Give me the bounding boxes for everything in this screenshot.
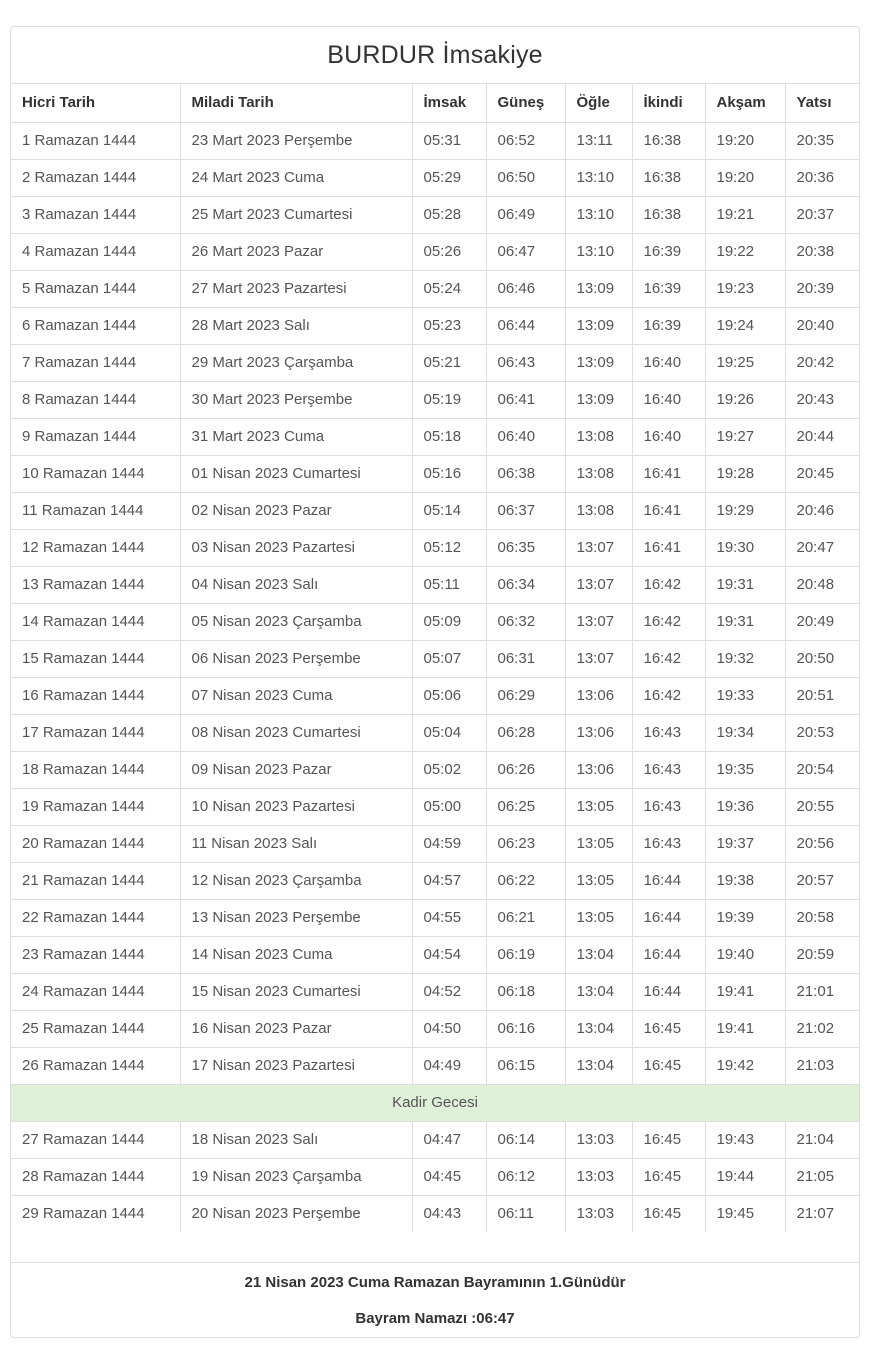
cell-hicri-tarih: 28 Ramazan 1444: [11, 1158, 180, 1195]
cell-imsak: 04:47: [412, 1121, 486, 1158]
table-row: [11, 492, 859, 529]
cell-imsak: 05:21: [412, 344, 486, 381]
cell-gunes: 06:11: [486, 1195, 565, 1232]
cell-hicri-tarih: 10 Ramazan 1444: [11, 455, 180, 492]
cell-ogle: 13:04: [565, 936, 632, 973]
cell-imsak: 04:50: [412, 1010, 486, 1047]
prayer-times-table: [11, 84, 859, 1232]
cell-yatsi: 20:48: [785, 566, 859, 603]
table-row: [11, 862, 859, 899]
cell-hicri-tarih: 16 Ramazan 1444: [11, 677, 180, 714]
cell-ikindi: 16:40: [632, 344, 705, 381]
cell-aksam: 19:30: [705, 529, 785, 566]
cell-ogle: 13:05: [565, 899, 632, 936]
cell-yatsi: 21:02: [785, 1010, 859, 1047]
cell-gunes: 06:29: [486, 677, 565, 714]
cell-hicri-tarih: 17 Ramazan 1444: [11, 714, 180, 751]
cell-ikindi: 16:44: [632, 973, 705, 1010]
cell-ikindi: 16:44: [632, 862, 705, 899]
cell-yatsi: 20:56: [785, 825, 859, 862]
kadir-gecesi-label: Kadir Gecesi: [11, 1084, 859, 1121]
cell-ikindi: 16:39: [632, 233, 705, 270]
cell-aksam: 19:20: [705, 122, 785, 159]
cell-hicri-tarih: 9 Ramazan 1444: [11, 418, 180, 455]
cell-aksam: 19:29: [705, 492, 785, 529]
cell-imsak: 05:29: [412, 159, 486, 196]
cell-aksam: 19:31: [705, 566, 785, 603]
header-cell-ikindi: İkindi: [632, 84, 705, 122]
cell-aksam: 19:42: [705, 1047, 785, 1084]
cell-ogle: 13:04: [565, 973, 632, 1010]
cell-yatsi: 20:47: [785, 529, 859, 566]
table-footer-spacer: [11, 1232, 859, 1262]
cell-gunes: 06:37: [486, 492, 565, 529]
cell-miladi-tarih: 16 Nisan 2023 Pazar: [180, 1010, 412, 1047]
cell-aksam: 19:41: [705, 1010, 785, 1047]
cell-gunes: 06:12: [486, 1158, 565, 1195]
table-row: [11, 899, 859, 936]
cell-imsak: 05:04: [412, 714, 486, 751]
cell-gunes: 06:16: [486, 1010, 565, 1047]
cell-miladi-tarih: 09 Nisan 2023 Pazar: [180, 751, 412, 788]
header-cell-aksam: Akşam: [705, 84, 785, 122]
cell-gunes: 06:38: [486, 455, 565, 492]
cell-hicri-tarih: 27 Ramazan 1444: [11, 1121, 180, 1158]
cell-yatsi: 21:03: [785, 1047, 859, 1084]
cell-miladi-tarih: 27 Mart 2023 Pazartesi: [180, 270, 412, 307]
cell-aksam: 19:27: [705, 418, 785, 455]
cell-miladi-tarih: 30 Mart 2023 Perşembe: [180, 381, 412, 418]
cell-imsak: 05:14: [412, 492, 486, 529]
table-row: [11, 751, 859, 788]
cell-ogle: 13:05: [565, 862, 632, 899]
cell-hicri-tarih: 4 Ramazan 1444: [11, 233, 180, 270]
cell-aksam: 19:31: [705, 603, 785, 640]
cell-ikindi: 16:38: [632, 196, 705, 233]
header-cell-ogle: Öğle: [565, 84, 632, 122]
cell-ikindi: 16:43: [632, 714, 705, 751]
cell-ikindi: 16:43: [632, 825, 705, 862]
table-row: [11, 1195, 859, 1232]
cell-imsak: 04:49: [412, 1047, 486, 1084]
cell-imsak: 04:57: [412, 862, 486, 899]
cell-hicri-tarih: 24 Ramazan 1444: [11, 973, 180, 1010]
table-row: [11, 714, 859, 751]
cell-miladi-tarih: 02 Nisan 2023 Pazar: [180, 492, 412, 529]
cell-hicri-tarih: 1 Ramazan 1444: [11, 122, 180, 159]
table-row: [11, 677, 859, 714]
cell-aksam: 19:41: [705, 973, 785, 1010]
cell-hicri-tarih: 11 Ramazan 1444: [11, 492, 180, 529]
cell-aksam: 19:35: [705, 751, 785, 788]
cell-yatsi: 20:39: [785, 270, 859, 307]
table-row: [11, 196, 859, 233]
cell-imsak: 05:02: [412, 751, 486, 788]
cell-ikindi: 16:45: [632, 1158, 705, 1195]
cell-hicri-tarih: 20 Ramazan 1444: [11, 825, 180, 862]
imsakiye-card: [10, 26, 860, 1338]
cell-ikindi: 16:45: [632, 1010, 705, 1047]
header-cell-gunes: Güneş: [486, 84, 565, 122]
cell-miladi-tarih: 26 Mart 2023 Pazar: [180, 233, 412, 270]
cell-miladi-tarih: 07 Nisan 2023 Cuma: [180, 677, 412, 714]
table-row: [11, 344, 859, 381]
cell-miladi-tarih: 05 Nisan 2023 Çarşamba: [180, 603, 412, 640]
cell-yatsi: 21:05: [785, 1158, 859, 1195]
cell-miladi-tarih: 10 Nisan 2023 Pazartesi: [180, 788, 412, 825]
cell-yatsi: 20:44: [785, 418, 859, 455]
cell-ikindi: 16:41: [632, 529, 705, 566]
cell-aksam: 19:28: [705, 455, 785, 492]
cell-imsak: 05:26: [412, 233, 486, 270]
cell-ogle: 13:10: [565, 196, 632, 233]
cell-hicri-tarih: 29 Ramazan 1444: [11, 1195, 180, 1232]
cell-miladi-tarih: 29 Mart 2023 Çarşamba: [180, 344, 412, 381]
cell-aksam: 19:45: [705, 1195, 785, 1232]
kadir-gecesi-row: [11, 1084, 859, 1121]
cell-imsak: 05:09: [412, 603, 486, 640]
cell-miladi-tarih: 12 Nisan 2023 Çarşamba: [180, 862, 412, 899]
cell-hicri-tarih: 25 Ramazan 1444: [11, 1010, 180, 1047]
cell-hicri-tarih: 2 Ramazan 1444: [11, 159, 180, 196]
cell-yatsi: 20:50: [785, 640, 859, 677]
cell-gunes: 06:34: [486, 566, 565, 603]
cell-ogle: 13:10: [565, 159, 632, 196]
table-row: [11, 825, 859, 862]
cell-miladi-tarih: 20 Nisan 2023 Perşembe: [180, 1195, 412, 1232]
header-cell-imsak: İmsak: [412, 84, 486, 122]
table-row: [11, 1047, 859, 1084]
cell-ogle: 13:10: [565, 233, 632, 270]
cell-ogle: 13:06: [565, 751, 632, 788]
cell-hicri-tarih: 13 Ramazan 1444: [11, 566, 180, 603]
cell-hicri-tarih: 19 Ramazan 1444: [11, 788, 180, 825]
cell-yatsi: 21:04: [785, 1121, 859, 1158]
cell-ogle: 13:07: [565, 566, 632, 603]
cell-gunes: 06:50: [486, 159, 565, 196]
cell-ikindi: 16:42: [632, 566, 705, 603]
cell-ogle: 13:04: [565, 1010, 632, 1047]
footer-notes: [11, 1262, 859, 1337]
cell-aksam: 19:24: [705, 307, 785, 344]
cell-miladi-tarih: 13 Nisan 2023 Perşembe: [180, 899, 412, 936]
cell-gunes: 06:46: [486, 270, 565, 307]
cell-imsak: 04:52: [412, 973, 486, 1010]
cell-ogle: 13:09: [565, 307, 632, 344]
cell-gunes: 06:40: [486, 418, 565, 455]
cell-miladi-tarih: 03 Nisan 2023 Pazartesi: [180, 529, 412, 566]
cell-hicri-tarih: 12 Ramazan 1444: [11, 529, 180, 566]
cell-ikindi: 16:43: [632, 788, 705, 825]
cell-ogle: 13:05: [565, 825, 632, 862]
cell-gunes: 06:21: [486, 899, 565, 936]
cell-hicri-tarih: 14 Ramazan 1444: [11, 603, 180, 640]
cell-ikindi: 16:40: [632, 418, 705, 455]
cell-gunes: 06:47: [486, 233, 565, 270]
cell-yatsi: 20:37: [785, 196, 859, 233]
cell-ikindi: 16:38: [632, 122, 705, 159]
cell-imsak: 05:24: [412, 270, 486, 307]
cell-yatsi: 20:35: [785, 122, 859, 159]
cell-imsak: 05:18: [412, 418, 486, 455]
cell-yatsi: 20:42: [785, 344, 859, 381]
cell-ogle: 13:07: [565, 640, 632, 677]
table-row: [11, 1121, 859, 1158]
cell-yatsi: 20:59: [785, 936, 859, 973]
cell-yatsi: 20:46: [785, 492, 859, 529]
cell-gunes: 06:14: [486, 1121, 565, 1158]
cell-imsak: 05:16: [412, 455, 486, 492]
cell-aksam: 19:34: [705, 714, 785, 751]
cell-gunes: 06:41: [486, 381, 565, 418]
cell-ogle: 13:03: [565, 1121, 632, 1158]
cell-imsak: 04:45: [412, 1158, 486, 1195]
table-row: [11, 1158, 859, 1195]
cell-miladi-tarih: 17 Nisan 2023 Pazartesi: [180, 1047, 412, 1084]
cell-aksam: 19:44: [705, 1158, 785, 1195]
cell-gunes: 06:49: [486, 196, 565, 233]
cell-miladi-tarih: 01 Nisan 2023 Cumartesi: [180, 455, 412, 492]
cell-yatsi: 21:07: [785, 1195, 859, 1232]
cell-gunes: 06:28: [486, 714, 565, 751]
cell-imsak: 05:19: [412, 381, 486, 418]
cell-yatsi: 20:45: [785, 455, 859, 492]
cell-ikindi: 16:39: [632, 307, 705, 344]
table-row: [11, 418, 859, 455]
cell-miladi-tarih: 08 Nisan 2023 Cumartesi: [180, 714, 412, 751]
cell-ikindi: 16:44: [632, 899, 705, 936]
cell-ikindi: 16:40: [632, 381, 705, 418]
cell-ikindi: 16:44: [632, 936, 705, 973]
cell-aksam: 19:23: [705, 270, 785, 307]
cell-imsak: 05:07: [412, 640, 486, 677]
cell-miladi-tarih: 25 Mart 2023 Cumartesi: [180, 196, 412, 233]
cell-ikindi: 16:42: [632, 640, 705, 677]
cell-aksam: 19:32: [705, 640, 785, 677]
cell-aksam: 19:43: [705, 1121, 785, 1158]
cell-ikindi: 16:41: [632, 455, 705, 492]
cell-yatsi: 20:53: [785, 714, 859, 751]
cell-miladi-tarih: 28 Mart 2023 Salı: [180, 307, 412, 344]
cell-aksam: 19:33: [705, 677, 785, 714]
cell-yatsi: 20:40: [785, 307, 859, 344]
cell-gunes: 06:35: [486, 529, 565, 566]
table-row: [11, 233, 859, 270]
cell-hicri-tarih: 7 Ramazan 1444: [11, 344, 180, 381]
cell-gunes: 06:25: [486, 788, 565, 825]
table-row: [11, 788, 859, 825]
cell-hicri-tarih: 6 Ramazan 1444: [11, 307, 180, 344]
cell-ogle: 13:05: [565, 788, 632, 825]
cell-gunes: 06:32: [486, 603, 565, 640]
cell-ogle: 13:08: [565, 455, 632, 492]
cell-aksam: 19:20: [705, 159, 785, 196]
header-cell-hicri-tarih: Hicri Tarih: [11, 84, 180, 122]
cell-yatsi: 20:38: [785, 233, 859, 270]
cell-ikindi: 16:42: [632, 603, 705, 640]
cell-hicri-tarih: 8 Ramazan 1444: [11, 381, 180, 418]
cell-gunes: 06:22: [486, 862, 565, 899]
cell-ikindi: 16:45: [632, 1047, 705, 1084]
cell-ogle: 13:03: [565, 1195, 632, 1232]
cell-ikindi: 16:39: [632, 270, 705, 307]
cell-ogle: 13:09: [565, 344, 632, 381]
cell-yatsi: 21:01: [785, 973, 859, 1010]
cell-gunes: 06:44: [486, 307, 565, 344]
cell-imsak: 05:28: [412, 196, 486, 233]
cell-miladi-tarih: 15 Nisan 2023 Cumartesi: [180, 973, 412, 1010]
cell-aksam: 19:37: [705, 825, 785, 862]
table-row: [11, 270, 859, 307]
cell-hicri-tarih: 26 Ramazan 1444: [11, 1047, 180, 1084]
header-row: [11, 84, 859, 122]
table-row: [11, 529, 859, 566]
cell-imsak: 05:31: [412, 122, 486, 159]
cell-ogle: 13:09: [565, 270, 632, 307]
header-cell-miladi-tarih: Miladi Tarih: [180, 84, 412, 122]
cell-yatsi: 20:36: [785, 159, 859, 196]
cell-imsak: 04:54: [412, 936, 486, 973]
cell-miladi-tarih: 06 Nisan 2023 Perşembe: [180, 640, 412, 677]
table-row: [11, 566, 859, 603]
page-title: BURDUR İmsakiye: [327, 40, 543, 69]
cell-gunes: 06:23: [486, 825, 565, 862]
cell-aksam: 19:40: [705, 936, 785, 973]
cell-yatsi: 20:58: [785, 899, 859, 936]
cell-yatsi: 20:49: [785, 603, 859, 640]
table-row: [11, 381, 859, 418]
cell-ikindi: 16:45: [632, 1195, 705, 1232]
cell-ogle: 13:06: [565, 714, 632, 751]
cell-hicri-tarih: 5 Ramazan 1444: [11, 270, 180, 307]
cell-imsak: 05:06: [412, 677, 486, 714]
cell-yatsi: 20:54: [785, 751, 859, 788]
title-bar: [11, 27, 859, 84]
table-row: [11, 307, 859, 344]
table-row: [11, 122, 859, 159]
cell-aksam: 19:36: [705, 788, 785, 825]
cell-yatsi: 20:43: [785, 381, 859, 418]
cell-ogle: 13:07: [565, 529, 632, 566]
cell-gunes: 06:43: [486, 344, 565, 381]
cell-hicri-tarih: 23 Ramazan 1444: [11, 936, 180, 973]
header-cell-yatsi: Yatsı: [785, 84, 859, 122]
cell-gunes: 06:18: [486, 973, 565, 1010]
cell-gunes: 06:31: [486, 640, 565, 677]
cell-ikindi: 16:42: [632, 677, 705, 714]
cell-yatsi: 20:55: [785, 788, 859, 825]
bayram-namazi-time: Bayram Namazı :06:47: [355, 1310, 515, 1327]
table-row: [11, 159, 859, 196]
cell-hicri-tarih: 18 Ramazan 1444: [11, 751, 180, 788]
cell-hicri-tarih: 3 Ramazan 1444: [11, 196, 180, 233]
cell-miladi-tarih: 23 Mart 2023 Perşembe: [180, 122, 412, 159]
cell-aksam: 19:38: [705, 862, 785, 899]
cell-aksam: 19:25: [705, 344, 785, 381]
cell-hicri-tarih: 22 Ramazan 1444: [11, 899, 180, 936]
table-row: [11, 936, 859, 973]
cell-imsak: 04:55: [412, 899, 486, 936]
cell-yatsi: 20:57: [785, 862, 859, 899]
cell-imsak: 05:11: [412, 566, 486, 603]
table-row: [11, 455, 859, 492]
cell-ogle: 13:11: [565, 122, 632, 159]
cell-miladi-tarih: 18 Nisan 2023 Salı: [180, 1121, 412, 1158]
cell-ogle: 13:08: [565, 492, 632, 529]
cell-gunes: 06:52: [486, 122, 565, 159]
cell-miladi-tarih: 31 Mart 2023 Cuma: [180, 418, 412, 455]
cell-miladi-tarih: 14 Nisan 2023 Cuma: [180, 936, 412, 973]
cell-hicri-tarih: 15 Ramazan 1444: [11, 640, 180, 677]
cell-gunes: 06:15: [486, 1047, 565, 1084]
cell-miladi-tarih: 19 Nisan 2023 Çarşamba: [180, 1158, 412, 1195]
table-row: [11, 603, 859, 640]
cell-ogle: 13:07: [565, 603, 632, 640]
cell-hicri-tarih: 21 Ramazan 1444: [11, 862, 180, 899]
cell-ikindi: 16:38: [632, 159, 705, 196]
cell-ikindi: 16:41: [632, 492, 705, 529]
cell-imsak: 04:43: [412, 1195, 486, 1232]
cell-miladi-tarih: 24 Mart 2023 Cuma: [180, 159, 412, 196]
cell-ikindi: 16:43: [632, 751, 705, 788]
cell-aksam: 19:22: [705, 233, 785, 270]
cell-yatsi: 20:51: [785, 677, 859, 714]
table-row: [11, 1010, 859, 1047]
cell-imsak: 05:00: [412, 788, 486, 825]
cell-ogle: 13:04: [565, 1047, 632, 1084]
cell-ogle: 13:03: [565, 1158, 632, 1195]
cell-aksam: 19:21: [705, 196, 785, 233]
bayram-first-day-note: 21 Nisan 2023 Cuma Ramazan Bayramının 1.Günüdür: [244, 1274, 626, 1291]
cell-ogle: 13:08: [565, 418, 632, 455]
cell-miladi-tarih: 04 Nisan 2023 Salı: [180, 566, 412, 603]
cell-gunes: 06:26: [486, 751, 565, 788]
table-row: [11, 640, 859, 677]
cell-imsak: 05:23: [412, 307, 486, 344]
cell-aksam: 19:39: [705, 899, 785, 936]
cell-ogle: 13:09: [565, 381, 632, 418]
cell-gunes: 06:19: [486, 936, 565, 973]
table-row: [11, 973, 859, 1010]
cell-ogle: 13:06: [565, 677, 632, 714]
cell-aksam: 19:26: [705, 381, 785, 418]
cell-imsak: 04:59: [412, 825, 486, 862]
cell-imsak: 05:12: [412, 529, 486, 566]
cell-ikindi: 16:45: [632, 1121, 705, 1158]
cell-miladi-tarih: 11 Nisan 2023 Salı: [180, 825, 412, 862]
